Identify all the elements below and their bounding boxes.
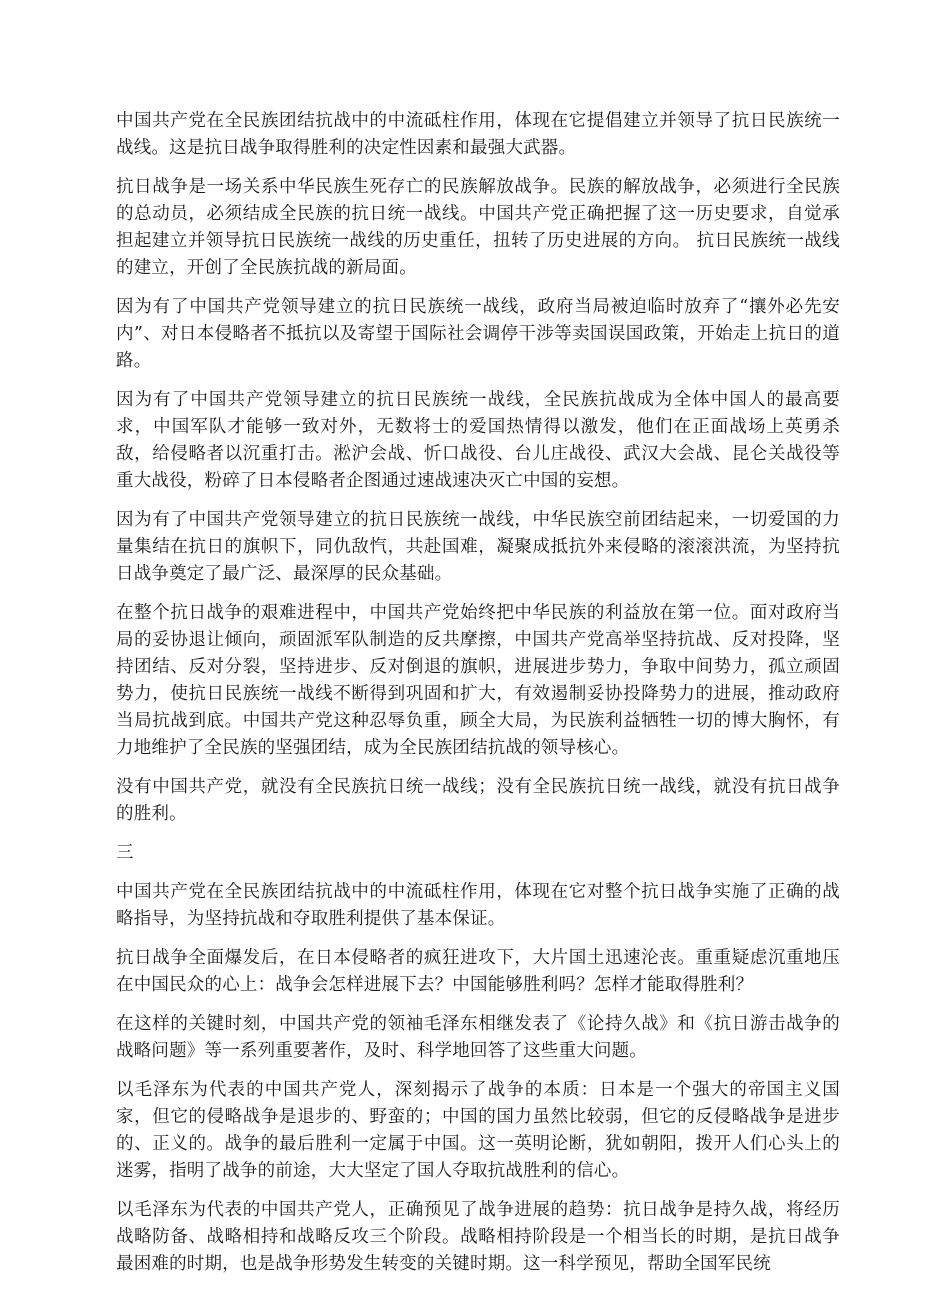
paragraph: 因为有了中国共产党领导建立的抗日民族统一战线，全民族抗战成为全体中国人的最高要求，中国军队才能够一致对外，无数将士的爱国热情得以激发，他们在正面战场上英勇杀敌，给侵略者以沉重打击。淞沪会战、忻口战役、台儿庄战役、武汉大会战、昆仑关战役等重大战役，粉碎了日本侵略者企图通过速战速决灭亡中国的妄想。 [116,390,840,491]
paragraph: 没有中国共产党，就没有全民族抗日统一战线；没有全民族抗日统一战线，就没有抗日战争的胜利。 [116,777,840,824]
paragraph: 中国共产党在全民族团结抗战中的中流砥柱作用，体现在它提倡建立并领导了抗日民族统一战线。这是抗日战争取得胜利的决定性因素和最强大武器。 [116,111,840,158]
paragraph: 因为有了中国共产党领导建立的抗日民族统一战线，中华民族空前团结起来，一切爱国的力量集结在抗日的旗帜下，同仇敌忾，共赴国难，凝聚成抵抗外来侵略的滚滚洪流，为坚持抗日战争奠定了最广泛、最深厚的民众基础。 [116,510,840,584]
paragraph: 因为有了中国共产党领导建立的抗日民族统一战线，政府当局被迫临时放弃了“攘外必先安内”、对日本侵略者不抵抗以及寄望于国际社会调停干涉等卖国误国政策，开始走上抗日的道路。 [116,297,840,371]
paragraph: 抗日战争是一场关系中华民族生死存亡的民族解放战争。民族的解放战争，必须进行全民族的总动员，必须结成全民族的抗日统一战线。中国共产党正确把握了这一历史要求，自觉承担起建立并领导抗日民族统一战线的历史重任，扭转了历史进展的方向。 抗日民族统一战线的建立，开创了全民族抗战的新局面。 [116,177,840,278]
section-number: 三 [116,843,134,863]
paragraph: 抗日战争全面爆发后，在日本侵略者的疯狂进攻下，大片国土迅速沦丧。重重疑虑沉重地压在中国民众的心上：战争会怎样进展下去？中国能够胜利吗？怎样才能取得胜利？ [116,948,840,995]
paragraph: 以毛泽东为代表的中国共产党人，正确预见了战争进展的趋势：抗日战争是持久战，将经历战略防备、战略相持和战略反攻三个阶段。战略相持阶段是一个相当长的时期，是抗日战争最困难的时期，也是战争形势发生转变的关键时期。这一科学预见，帮助全国军民统 [116,1200,840,1274]
document-body [116,108,840,1290]
paragraph: 在这样的关键时刻，中国共产党的领袖毛泽东相继发表了《论持久战》和《抗日游击战争的战略问题》等一系列重要著作，及时、科学地回答了这些重大问题。 [116,1014,840,1061]
paragraph: 中国共产党在全民族团结抗战中的中流砥柱作用，体现在它对整个抗日战争实施了正确的战略指导，为坚持抗战和夺取胜利提供了基本保证。 [116,882,840,929]
paragraph: 在整个抗日战争的艰难进程中，中国共产党始终把中华民族的利益放在第一位。面对政府当局的妥协退让倾向，顽固派军队制造的反共摩擦，中国共产党高举坚持抗战、反对投降，坚持团结、反对分裂，坚持进步、反对倒退的旗帜，进展进步势力，争取中间势力，孤立顽固势力，使抗日民族统一战线不断得到巩固和扩大，有效遏制妥协投降势力的进展，推动政府当局抗战到底。中国共产党这种忍辱负重，顾全大局，为民族利益牺牲一切的博大胸怀，有力地维护了全民族的坚强团结，成为全民族团结抗战的领导核心。 [116,603,840,758]
paragraph: 以毛泽东为代表的中国共产党人，深刻揭示了战争的本质：日本是一个强大的帝国主义国家，但它的侵略战争是退步的、野蛮的；中国的国力虽然比较弱，但它的反侵略战争是进步的、正义的。战争的最后胜利一定属于中国。这一英明论断，犹如朝阳，拨开人们心头上的迷雾，指明了战争的前途，大大坚定了国人夺取抗战胜利的信心。 [116,1080,840,1181]
